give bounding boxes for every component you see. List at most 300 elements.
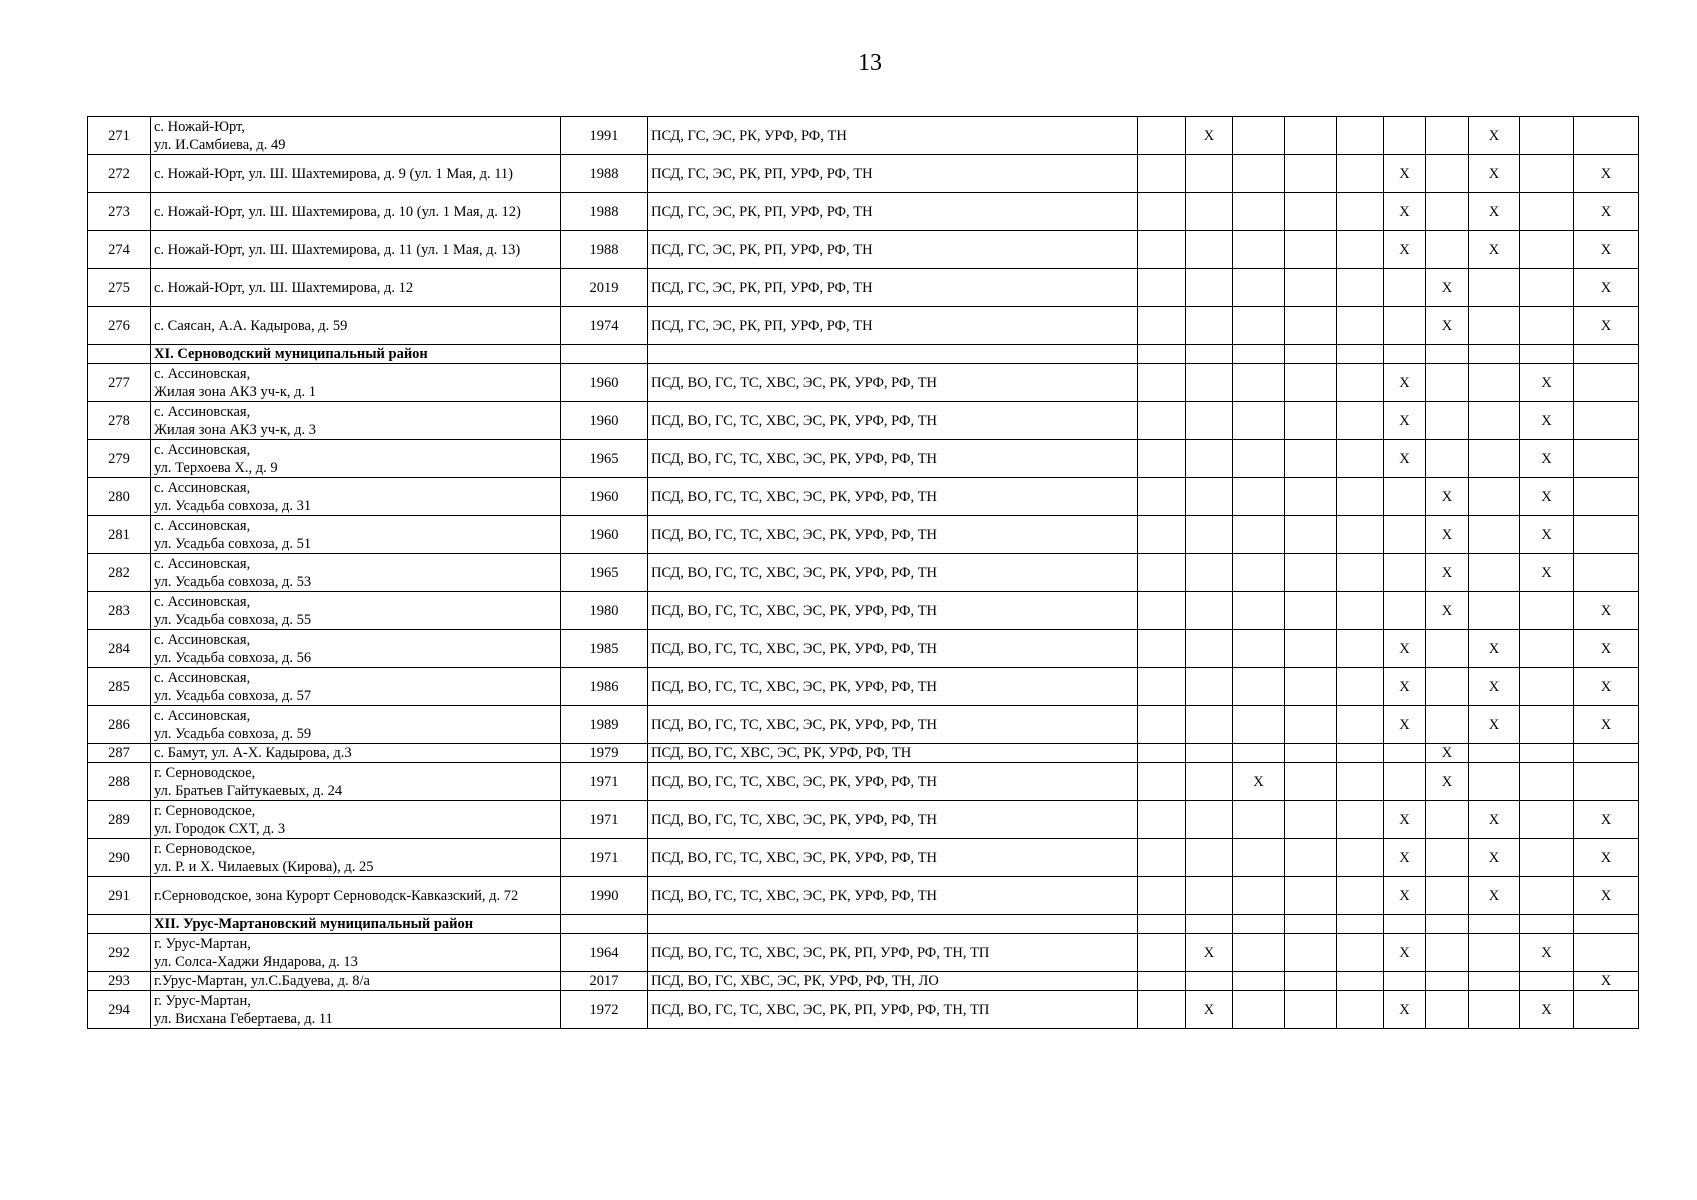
year-cell: 1988 — [561, 231, 648, 269]
mark-cell: X — [1520, 402, 1574, 440]
mark-cell — [1469, 763, 1520, 801]
mark-cell — [1285, 516, 1337, 554]
table-row — [88, 307, 1639, 345]
year-cell: 1964 — [561, 934, 648, 972]
mark-cell — [1426, 877, 1469, 915]
works-cell: ПСД, ВО, ГС, ТС, ХВС, ЭС, РК, УРФ, РФ, ТН — [648, 706, 1138, 744]
address-line: с. Ассиновская, — [154, 669, 251, 686]
mark-cell — [1337, 402, 1384, 440]
mark-cell: X — [1384, 440, 1426, 478]
address-cell — [151, 972, 561, 991]
mark-cell — [1384, 915, 1426, 934]
works-cell: ПСД, ВО, ГС, ТС, ХВС, ЭС, РК, УРФ, РФ, ТН — [648, 592, 1138, 630]
mark-cell — [1233, 478, 1285, 516]
mark-cell — [1233, 592, 1285, 630]
mark-cell: X — [1384, 801, 1426, 839]
works-cell: ПСД, ГС, ЭС, РК, РП, УРФ, РФ, ТН — [648, 193, 1138, 231]
mark-cell — [1233, 345, 1285, 364]
mark-cell: X — [1384, 839, 1426, 877]
row-number: 282 — [88, 554, 151, 592]
mark-cell — [1138, 839, 1186, 877]
mark-cell — [1337, 478, 1384, 516]
mark-cell: X — [1469, 117, 1520, 155]
year-cell: 1971 — [561, 839, 648, 877]
works-cell: ПСД, ГС, ЭС, РК, РП, УРФ, РФ, ТН — [648, 231, 1138, 269]
mark-cell — [1138, 934, 1186, 972]
mark-cell — [1285, 877, 1337, 915]
table-row — [88, 877, 1639, 915]
address-line: Жилая зона АКЗ уч-к, д. 1 — [154, 383, 317, 400]
mark-cell — [1138, 554, 1186, 592]
works-cell: ПСД, ВО, ГС, ТС, ХВС, ЭС, РК, УРФ, РФ, ТН — [648, 516, 1138, 554]
row-number: 292 — [88, 934, 151, 972]
mark-cell — [1233, 744, 1285, 763]
mark-cell — [1285, 478, 1337, 516]
address-line: г. Серноводское, — [154, 764, 256, 781]
row-number: 287 — [88, 744, 151, 763]
row-number: 285 — [88, 668, 151, 706]
mark-cell — [1337, 801, 1384, 839]
mark-cell — [1337, 763, 1384, 801]
mark-cell: X — [1384, 193, 1426, 231]
mark-cell — [1337, 193, 1384, 231]
mark-cell — [1520, 307, 1574, 345]
address-line: с. Ножай-Юрт, ул. Ш. Шахтемирова, д. 10 (ул. 1 Мая, д. 12) — [154, 203, 521, 220]
mark-cell — [1233, 972, 1285, 991]
mark-cell — [1138, 364, 1186, 402]
mark-cell: X — [1574, 972, 1639, 991]
mark-cell — [1337, 934, 1384, 972]
works-cell: ПСД, ВО, ГС, ТС, ХВС, ЭС, РК, УРФ, РФ, ТН — [648, 440, 1138, 478]
address-cell — [151, 231, 561, 269]
mark-cell — [1285, 991, 1337, 1029]
mark-cell: X — [1426, 763, 1469, 801]
mark-cell — [1574, 763, 1639, 801]
address-cell — [151, 307, 561, 345]
row-number: 281 — [88, 516, 151, 554]
mark-cell — [1138, 440, 1186, 478]
works-cell: ПСД, ВО, ГС, ТС, ХВС, ЭС, РК, УРФ, РФ, ТН — [648, 877, 1138, 915]
mark-cell — [1384, 117, 1426, 155]
mark-cell — [1337, 744, 1384, 763]
mark-cell — [1520, 345, 1574, 364]
mark-cell — [1469, 440, 1520, 478]
address-line: с. Ножай-Юрт, ул. Ш. Шахтемирова, д. 9 (ул. 1 Мая, д. 11) — [154, 165, 513, 182]
mark-cell — [1574, 478, 1639, 516]
mark-cell — [1285, 668, 1337, 706]
mark-cell: X — [1520, 554, 1574, 592]
address-line: с. Саясан, А.А. Кадырова, д. 59 — [154, 317, 348, 334]
mark-cell — [1337, 839, 1384, 877]
mark-cell: X — [1233, 763, 1285, 801]
year-cell: 1986 — [561, 668, 648, 706]
mark-cell — [1285, 231, 1337, 269]
mark-cell — [1138, 630, 1186, 668]
works-cell: ПСД, ВО, ГС, ТС, ХВС, ЭС, РК, УРФ, РФ, ТН — [648, 801, 1138, 839]
table-row — [88, 516, 1639, 554]
mark-cell — [1426, 915, 1469, 934]
mark-cell — [1426, 440, 1469, 478]
mark-cell: X — [1520, 991, 1574, 1029]
mark-cell — [1285, 269, 1337, 307]
mark-cell — [1138, 231, 1186, 269]
mark-cell — [1520, 155, 1574, 193]
mark-cell — [1574, 402, 1639, 440]
address-line: ул. Усадьба совхоза, д. 59 — [154, 725, 312, 742]
year-cell: 1965 — [561, 440, 648, 478]
mark-cell — [1520, 117, 1574, 155]
mark-cell: X — [1520, 934, 1574, 972]
mark-cell: X — [1574, 592, 1639, 630]
mark-cell — [1186, 839, 1233, 877]
mark-cell — [1469, 345, 1520, 364]
mark-cell — [1233, 307, 1285, 345]
mark-cell: X — [1574, 231, 1639, 269]
address-cell — [151, 801, 561, 839]
mark-cell — [1138, 155, 1186, 193]
address-cell — [151, 934, 561, 972]
year-cell: 1971 — [561, 801, 648, 839]
mark-cell — [1384, 345, 1426, 364]
mark-cell — [1233, 706, 1285, 744]
address-line: с. Ножай-Юрт, ул. Ш. Шахтемирова, д. 11 (ул. 1 Мая, д. 13) — [154, 241, 521, 258]
mark-cell — [1469, 592, 1520, 630]
mark-cell: X — [1426, 307, 1469, 345]
mark-cell — [1233, 934, 1285, 972]
mark-cell — [1426, 801, 1469, 839]
mark-cell — [1520, 744, 1574, 763]
address-line: ул. Усадьба совхоза, д. 55 — [154, 611, 312, 628]
mark-cell — [1337, 345, 1384, 364]
mark-cell — [1384, 592, 1426, 630]
mark-cell — [1233, 991, 1285, 1029]
works-cell: ПСД, ВО, ГС, ТС, ХВС, ЭС, РК, УРФ, РФ, ТН — [648, 478, 1138, 516]
table-body — [88, 117, 1639, 1029]
mark-cell — [1138, 744, 1186, 763]
works-cell: ПСД, ГС, ЭС, РК, РП, УРФ, РФ, ТН — [648, 155, 1138, 193]
mark-cell — [1186, 763, 1233, 801]
mark-cell — [1186, 744, 1233, 763]
mark-cell — [1138, 592, 1186, 630]
mark-cell: X — [1469, 630, 1520, 668]
mark-cell — [1520, 269, 1574, 307]
mark-cell — [1285, 554, 1337, 592]
address-cell — [151, 744, 561, 763]
address-line: г. Серноводское, — [154, 802, 256, 819]
address-line: г. Серноводское, — [154, 840, 256, 857]
mark-cell — [1233, 554, 1285, 592]
mark-cell — [1285, 193, 1337, 231]
mark-cell — [1469, 364, 1520, 402]
mark-cell: X — [1186, 934, 1233, 972]
mark-cell — [1186, 478, 1233, 516]
mark-cell — [1469, 972, 1520, 991]
year-cell: 1990 — [561, 877, 648, 915]
mark-cell — [1138, 269, 1186, 307]
mark-cell — [1285, 364, 1337, 402]
mark-cell: X — [1574, 706, 1639, 744]
address-line: ул. И.Самбиева, д. 49 — [154, 136, 286, 153]
address-cell — [151, 364, 561, 402]
mark-cell — [1337, 668, 1384, 706]
address-cell — [151, 554, 561, 592]
mark-cell — [1138, 972, 1186, 991]
mark-cell — [1138, 516, 1186, 554]
address-line: ул. Усадьба совхоза, д. 31 — [154, 497, 312, 514]
mark-cell — [1186, 554, 1233, 592]
address-line: г. Урус-Мартан, — [154, 935, 251, 952]
mark-cell: X — [1520, 516, 1574, 554]
mark-cell — [1233, 117, 1285, 155]
address-cell — [151, 193, 561, 231]
mark-cell — [1285, 934, 1337, 972]
mark-cell — [1138, 763, 1186, 801]
year-cell: 1989 — [561, 706, 648, 744]
mark-cell — [1337, 972, 1384, 991]
mark-cell — [1285, 440, 1337, 478]
year-cell: 1960 — [561, 364, 648, 402]
address-cell — [151, 440, 561, 478]
mark-cell: X — [1520, 478, 1574, 516]
address-line: с. Ассиновская, — [154, 479, 251, 496]
mark-cell — [1520, 592, 1574, 630]
year-cell: 1960 — [561, 402, 648, 440]
mark-cell — [1426, 193, 1469, 231]
mark-cell: X — [1384, 934, 1426, 972]
table-row — [88, 706, 1639, 744]
mark-cell: X — [1384, 991, 1426, 1029]
table-row — [88, 269, 1639, 307]
row-number: 289 — [88, 801, 151, 839]
section-title: XII. Урус-Мартановский муниципальный район — [151, 915, 561, 934]
address-cell — [151, 478, 561, 516]
table-row — [88, 155, 1639, 193]
table-row — [88, 117, 1639, 155]
mark-cell — [1285, 915, 1337, 934]
address-cell — [151, 839, 561, 877]
mark-cell — [1520, 763, 1574, 801]
mark-cell: X — [1384, 706, 1426, 744]
address-line: ул. Братьев Гайтукаевых, д. 24 — [154, 782, 343, 799]
mark-cell: X — [1426, 554, 1469, 592]
mark-cell — [1469, 402, 1520, 440]
mark-cell — [1186, 307, 1233, 345]
table-row — [88, 934, 1639, 972]
mark-cell — [1384, 972, 1426, 991]
address-line: г.Серноводское, зона Курорт Серноводск-Кавказский, д. 72 — [154, 887, 519, 904]
mark-cell: X — [1384, 630, 1426, 668]
mark-cell — [1469, 554, 1520, 592]
mark-cell: X — [1469, 155, 1520, 193]
address-line: ул. Усадьба совхоза, д. 51 — [154, 535, 312, 552]
mark-cell — [1285, 744, 1337, 763]
mark-cell — [1337, 231, 1384, 269]
mark-cell: X — [1520, 364, 1574, 402]
year-cell: 1965 — [561, 554, 648, 592]
address-line: Жилая зона АКЗ уч-к, д. 3 — [154, 421, 317, 438]
mark-cell: X — [1426, 478, 1469, 516]
row-number: 294 — [88, 991, 151, 1029]
address-line: с. Ассиновская, — [154, 707, 251, 724]
mark-cell — [1138, 117, 1186, 155]
mark-cell — [1186, 155, 1233, 193]
mark-cell — [1186, 630, 1233, 668]
mark-cell — [1384, 516, 1426, 554]
works-cell: ПСД, ВО, ГС, ТС, ХВС, ЭС, РК, УРФ, РФ, ТН — [648, 630, 1138, 668]
mark-cell — [1233, 269, 1285, 307]
mark-cell — [1233, 402, 1285, 440]
mark-cell — [1233, 668, 1285, 706]
address-line: с. Ассиновская, — [154, 403, 251, 420]
row-number — [88, 915, 151, 934]
mark-cell — [1285, 706, 1337, 744]
address-line: с. Ассиновская, — [154, 593, 251, 610]
table-row — [88, 744, 1639, 763]
mark-cell — [1186, 972, 1233, 991]
address-line: с. Ассиновская, — [154, 555, 251, 572]
address-cell — [151, 630, 561, 668]
row-number: 293 — [88, 972, 151, 991]
mark-cell — [1574, 915, 1639, 934]
works-cell — [648, 915, 1138, 934]
mark-cell — [1138, 877, 1186, 915]
mark-cell — [1426, 231, 1469, 269]
table-row — [88, 668, 1639, 706]
mark-cell — [1285, 345, 1337, 364]
mark-cell — [1285, 763, 1337, 801]
works-cell: ПСД, ВО, ГС, ТС, ХВС, ЭС, РК, РП, УРФ, РФ, ТН, ТП — [648, 934, 1138, 972]
row-number: 278 — [88, 402, 151, 440]
year-cell: 1972 — [561, 991, 648, 1029]
mark-cell — [1469, 934, 1520, 972]
mark-cell — [1285, 630, 1337, 668]
mark-cell — [1426, 345, 1469, 364]
mark-cell — [1426, 706, 1469, 744]
mark-cell — [1337, 991, 1384, 1029]
mark-cell: X — [1384, 364, 1426, 402]
row-number: 280 — [88, 478, 151, 516]
mark-cell — [1233, 801, 1285, 839]
mark-cell: X — [1574, 839, 1639, 877]
row-number: 291 — [88, 877, 151, 915]
mark-cell — [1520, 706, 1574, 744]
mark-cell: X — [1426, 592, 1469, 630]
mark-cell — [1384, 307, 1426, 345]
mark-cell — [1233, 516, 1285, 554]
mark-cell — [1384, 763, 1426, 801]
mark-cell: X — [1520, 440, 1574, 478]
mark-cell — [1426, 972, 1469, 991]
mark-cell — [1233, 440, 1285, 478]
address-line: с. Ассиновская, — [154, 631, 251, 648]
mark-cell: X — [1574, 801, 1639, 839]
mark-cell — [1186, 915, 1233, 934]
table-row — [88, 630, 1639, 668]
works-cell: ПСД, ВО, ГС, ТС, ХВС, ЭС, РК, УРФ, РФ, ТН — [648, 763, 1138, 801]
mark-cell: X — [1574, 155, 1639, 193]
mark-cell — [1520, 668, 1574, 706]
mark-cell — [1426, 630, 1469, 668]
table-row — [88, 478, 1639, 516]
year-cell — [561, 915, 648, 934]
address-line: г. Урус-Мартан, — [154, 992, 251, 1009]
row-number: 275 — [88, 269, 151, 307]
mark-cell: X — [1574, 193, 1639, 231]
year-cell: 2019 — [561, 269, 648, 307]
table-row — [88, 801, 1639, 839]
mark-cell — [1138, 345, 1186, 364]
works-cell: ПСД, ГС, ЭС, РК, РП, УРФ, РФ, ТН — [648, 269, 1138, 307]
mark-cell — [1186, 706, 1233, 744]
address-line: с. Бамут, ул. А-Х. Кадырова, д.3 — [154, 745, 352, 761]
address-cell — [151, 706, 561, 744]
row-number: 272 — [88, 155, 151, 193]
mark-cell — [1337, 364, 1384, 402]
mark-cell — [1337, 117, 1384, 155]
mark-cell — [1186, 193, 1233, 231]
mark-cell: X — [1384, 402, 1426, 440]
mark-cell — [1469, 744, 1520, 763]
mark-cell: X — [1469, 668, 1520, 706]
mark-cell — [1469, 307, 1520, 345]
address-line: ул. Городок СХТ, д. 3 — [154, 820, 286, 837]
row-number: 288 — [88, 763, 151, 801]
mark-cell — [1233, 630, 1285, 668]
mark-cell — [1520, 231, 1574, 269]
address-line: с. Ножай-Юрт, — [154, 118, 245, 135]
mark-cell — [1337, 706, 1384, 744]
mark-cell: X — [1469, 801, 1520, 839]
mark-cell — [1186, 668, 1233, 706]
mark-cell — [1186, 364, 1233, 402]
mark-cell — [1337, 915, 1384, 934]
mark-cell — [1337, 592, 1384, 630]
mark-cell: X — [1469, 706, 1520, 744]
year-cell: 1974 — [561, 307, 648, 345]
mark-cell — [1285, 402, 1337, 440]
mark-cell — [1469, 478, 1520, 516]
row-number: 290 — [88, 839, 151, 877]
mark-cell — [1574, 345, 1639, 364]
mark-cell — [1520, 915, 1574, 934]
mark-cell — [1574, 744, 1639, 763]
address-line: ул. Солса-Хаджи Яндарова, д. 13 — [154, 953, 358, 970]
mark-cell — [1426, 364, 1469, 402]
mark-cell — [1233, 915, 1285, 934]
works-cell: ПСД, ВО, ГС, ТС, ХВС, ЭС, РК, УРФ, РФ, ТН — [648, 402, 1138, 440]
mark-cell — [1233, 364, 1285, 402]
mark-cell — [1469, 915, 1520, 934]
mark-cell — [1426, 117, 1469, 155]
mark-cell — [1337, 516, 1384, 554]
mark-cell — [1574, 516, 1639, 554]
mark-cell — [1574, 364, 1639, 402]
year-cell: 1991 — [561, 117, 648, 155]
works-cell: ПСД, ГС, ЭС, РК, РП, УРФ, РФ, ТН — [648, 307, 1138, 345]
mark-cell: X — [1469, 839, 1520, 877]
mark-cell — [1574, 440, 1639, 478]
mark-cell — [1574, 117, 1639, 155]
address-line: с. Ножай-Юрт, ул. Ш. Шахтемирова, д. 12 — [154, 279, 414, 296]
year-cell: 1971 — [561, 763, 648, 801]
mark-cell: X — [1574, 269, 1639, 307]
mark-cell: X — [1574, 668, 1639, 706]
table-row — [88, 554, 1639, 592]
address-line: ул. Усадьба совхоза, д. 57 — [154, 687, 312, 704]
mark-cell — [1186, 592, 1233, 630]
mark-cell — [1520, 877, 1574, 915]
mark-cell — [1520, 630, 1574, 668]
